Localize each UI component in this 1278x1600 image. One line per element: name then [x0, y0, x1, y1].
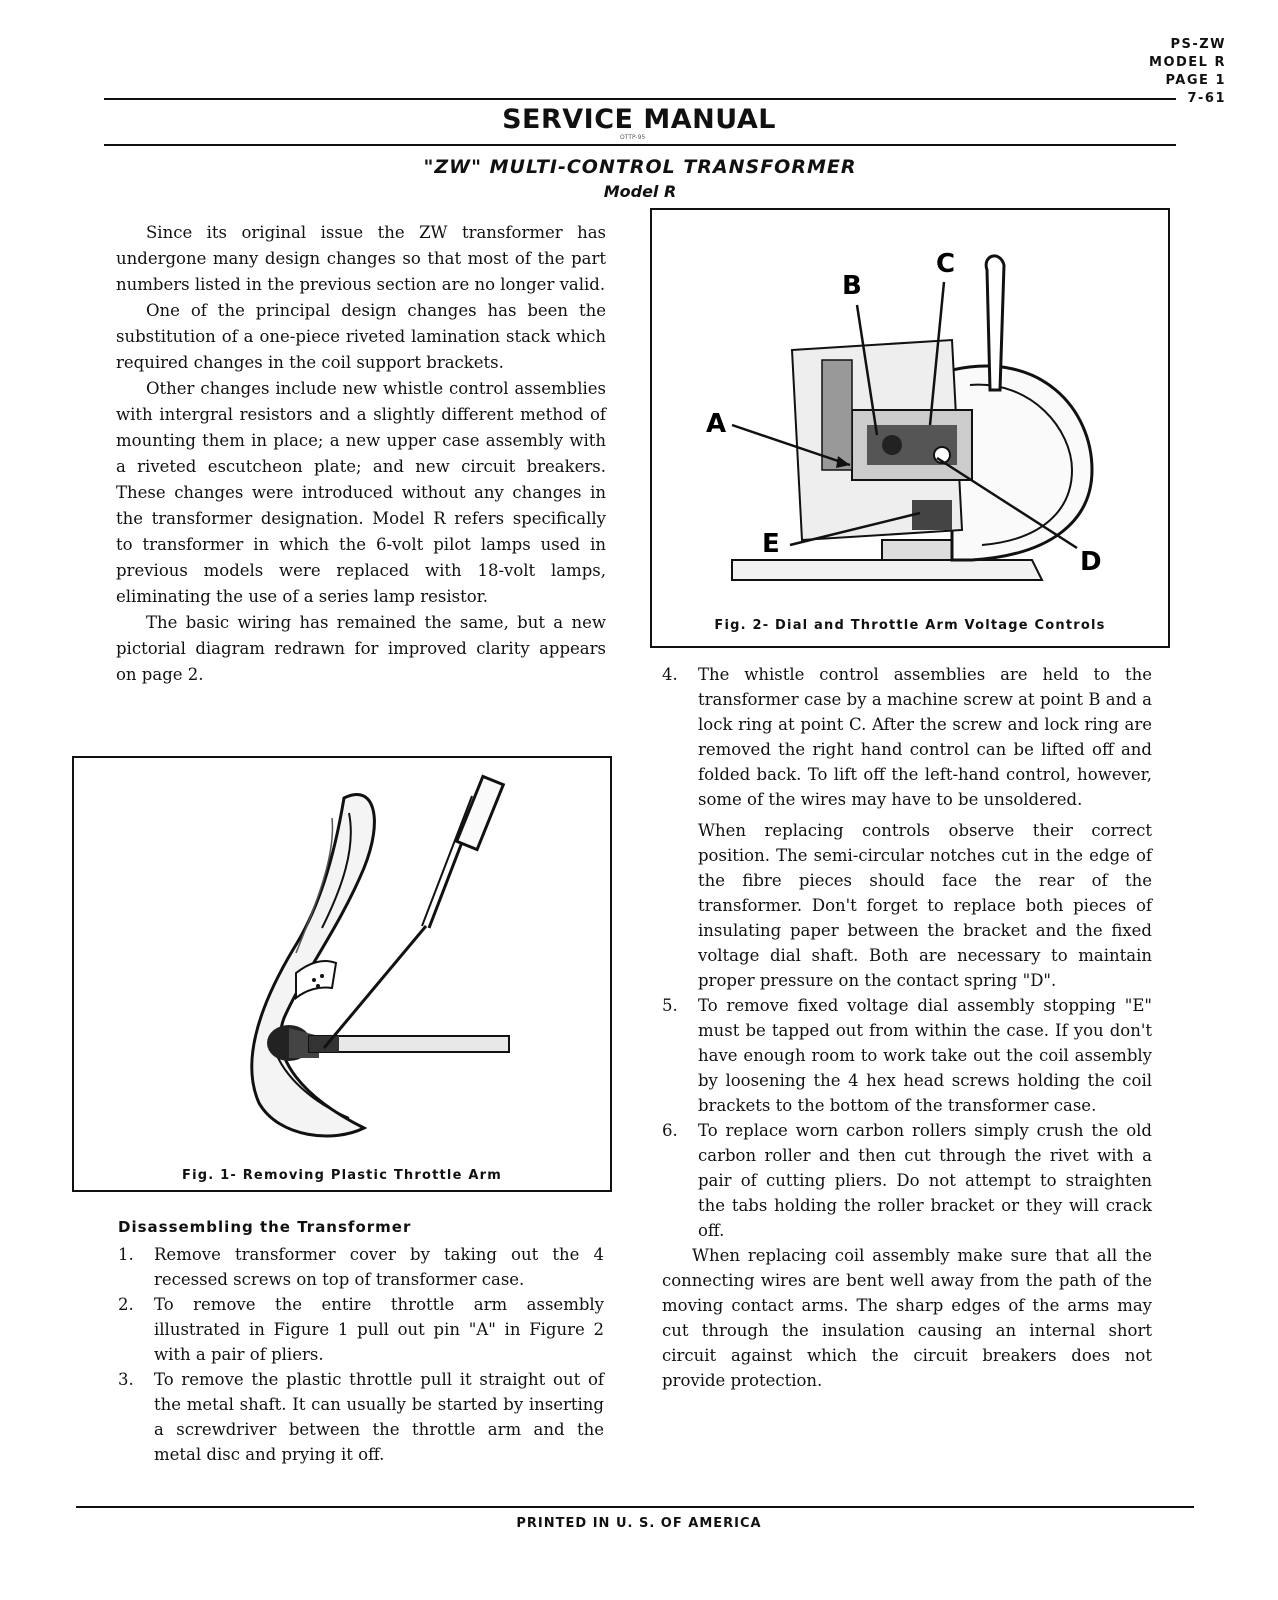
list-item	[118, 1292, 604, 1367]
intro-paragraph: Since its original issue the ZW transformer has undergone many design changes so that most of the part numbers listed in the previous section are no longer valid.	[116, 223, 606, 294]
list-item-text: Remove transformer cover by taking out the 4 recessed screws on top of transformer case.	[154, 1245, 604, 1289]
figure-1	[72, 756, 612, 1192]
label-c: C	[936, 249, 956, 279]
list-item-number: 5.	[662, 996, 678, 1015]
list-item-continuation: When replacing controls observe their correct position. The semi-circular notches cut in the edge of the fibre pieces should face the rear of the transformer. Don't forget to replace both pieces of insulating paper between the bracket and the fixed voltage dial shaft. Both are necessary to maintain proper pressure on the contact spring "D".	[698, 821, 1152, 990]
document-subtitle: "ZW" MULTI-CONTROL TRANSFORMER	[423, 156, 857, 178]
title-rule	[104, 144, 1176, 146]
throttle-arm-illustration	[74, 758, 610, 1158]
figure-1-caption: Fig. 1- Removing Plastic Throttle Arm	[182, 1168, 502, 1183]
list-item-text: To remove fixed voltage dial assembly stopping "E" must be tapped out from within the case. If you don't have enough room to work take out the coil assembly by loosening the 4 hex head screws holding the coil brackets to the bottom of the transformer case.	[698, 996, 1152, 1115]
list-item	[662, 1118, 1152, 1243]
list-item-text: To remove the entire throttle arm assembly illustrated in Figure 1 pull out pin "A" in Figure 2 with a pair of pliers.	[154, 1295, 604, 1364]
page-number: PAGE 1	[1165, 73, 1226, 88]
list-item-number: 1.	[118, 1245, 134, 1264]
printed-notice: PRINTED IN U. S. OF AMERICA	[516, 1516, 762, 1531]
figure-2	[650, 208, 1170, 648]
page-title: SERVICE MANUAL	[502, 104, 776, 135]
section-heading: Disassembling the Transformer	[118, 1218, 412, 1236]
figure-2-caption: Fig. 2- Dial and Throttle Arm Voltage Controls	[714, 618, 1106, 633]
tiny-mark: OTTP-95	[620, 134, 646, 141]
disassembly-steps	[118, 1242, 604, 1467]
right-column-text	[662, 662, 1152, 1393]
list-item-number: 3.	[118, 1370, 134, 1389]
document-code: PS-ZW	[1170, 37, 1226, 52]
label-e: E	[762, 529, 780, 559]
footer-rule	[76, 1506, 1194, 1508]
voltage-controls-illustration	[652, 210, 1168, 610]
model-line: Model R	[603, 182, 677, 201]
list-item	[662, 662, 1152, 812]
list-item	[118, 1367, 604, 1467]
list-item-number: 2.	[118, 1295, 134, 1314]
list-item-number: 6.	[662, 1121, 678, 1140]
closing-paragraph: When replacing coil assembly make sure that all the connecting wires are bent well away from the path of the moving contact arms. The sharp edges of the arms may cut through the insulation causing an internal short circuit against which the circuit breakers does not provide protection.	[662, 1246, 1152, 1390]
design-change-paragraph: One of the principal design changes has been the substitution of a one-piece riveted lamination stack which required changes in the coil support brackets.	[116, 301, 606, 372]
list-item-text: The whistle control assemblies are held to the transformer case by a machine screw at point B and a lock ring at point C. After the screw and lock ring are removed the right hand control can be lifted off and folded back. To lift off the left-hand control, however, some of the wires may have to be unsoldered.	[698, 665, 1152, 809]
model-label: MODEL R	[1149, 55, 1226, 70]
wiring-paragraph: The basic wiring has remained the same, but a new pictorial diagram redrawn for improved clarity appears on page 2.	[116, 613, 606, 684]
list-item-text: To remove the plastic throttle pull it straight out of the metal shaft. It can usually be started by inserting a screwdriver between the throttle arm and the metal disc and prying it off.	[154, 1370, 604, 1464]
list-item-number: 4.	[662, 665, 678, 684]
other-changes-paragraph: Other changes include new whistle control assemblies with intergral resistors and a slightly different method of mounting them in place; a new upper case assembly with a riveted escutcheon plate; and new circuit breakers. These changes were introduced without any changes in the transformer designation. Model R refers specifically to transformer in which the 6-volt pilot lamps used in previous models were replaced with 18-volt lamps, eliminating the use of a series lamp resistor.	[116, 379, 606, 606]
label-a: A	[706, 409, 727, 439]
issue-date: 7-61	[1187, 91, 1226, 106]
left-column-text	[116, 220, 606, 688]
list-item	[662, 993, 1152, 1118]
list-item	[118, 1242, 604, 1292]
list-item-text: To replace worn carbon rollers simply crush the old carbon roller and then cut through the rivet with a pair of cutting pliers. Do not attempt to straighten the tabs holding the roller bracket or they will crack off.	[698, 1121, 1152, 1240]
top-rule	[104, 98, 1176, 100]
label-d: D	[1080, 547, 1102, 577]
label-b: B	[842, 271, 862, 301]
